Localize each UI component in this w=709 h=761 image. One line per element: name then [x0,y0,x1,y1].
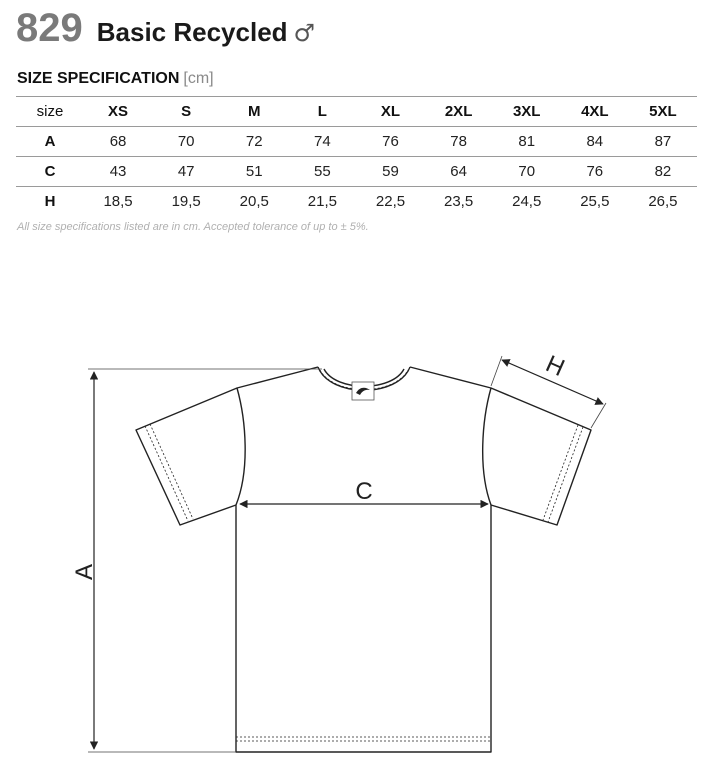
size-spec-heading: SIZE SPECIFICATION [17,70,180,87]
table-cell: 82 [629,157,697,187]
bird-logo-icon [352,382,374,400]
table-row [16,187,697,217]
table-cell: 81 [493,127,561,157]
size-table [16,96,697,216]
product-header [16,6,315,54]
table-cell: 20,5 [239,193,269,210]
size-col-header: 4XL [561,97,629,127]
table-row [16,157,697,187]
table-cell: 78 [425,127,493,157]
table-cell: 64 [425,157,493,187]
size-col-header: XL [356,97,424,127]
size-col-header: XS [84,97,152,127]
product-name: Basic Recycled [96,17,288,47]
table-cell: 21,5 [307,193,337,210]
table-cell: 76 [561,157,629,187]
dimension-h-label: H [541,350,569,383]
table-cell: 59 [356,157,424,187]
size-col-header: M [220,97,288,127]
size-col-header: 5XL [629,97,697,127]
size-col-header: L [288,97,356,127]
row-label: H [44,193,56,210]
table-cell: 47 [152,157,220,187]
table-cell: 18,5 [103,193,133,210]
table-cell: 19,5 [171,193,201,210]
table-cell: 72 [220,127,288,157]
table-cell: 68 [84,127,152,157]
table-cell: 24,5 [512,193,542,210]
size-spec-title [17,70,214,88]
size-corner-label: size [16,97,84,127]
table-cell: 87 [629,127,697,157]
table-row [16,127,697,157]
table-cell: 51 [220,157,288,187]
male-gender-icon: ♂ [293,19,316,47]
size-col-header: 2XL [425,97,493,127]
size-spec-unit: [cm] [183,70,214,87]
table-cell: 22,5 [375,193,406,210]
tshirt-diagram [0,330,709,761]
table-cell: 23,5 [444,193,474,210]
row-label: C [16,157,84,187]
size-col-header: 3XL [493,97,561,127]
table-cell: 70 [493,157,561,187]
table-cell: 55 [288,157,356,187]
table-cell: 74 [288,127,356,157]
tshirt-outline [136,367,591,752]
row-label: A [16,127,84,157]
table-cell: 84 [561,127,629,157]
table-cell: 70 [152,127,220,157]
size-header-row [16,97,697,127]
size-col-header: S [152,97,220,127]
table-cell: 26,5 [648,193,678,210]
dimension-a [88,369,322,752]
product-code: 829 [16,6,83,50]
dimension-c-label: C [355,478,373,505]
table-cell: 43 [84,157,152,187]
tolerance-note: All size specifications listed are in cm. Accepted tolerance of up to ± 5%. [17,221,369,233]
table-cell: 76 [356,127,424,157]
table-cell: 25,5 [580,193,610,210]
dimension-a-label: A [71,563,98,581]
